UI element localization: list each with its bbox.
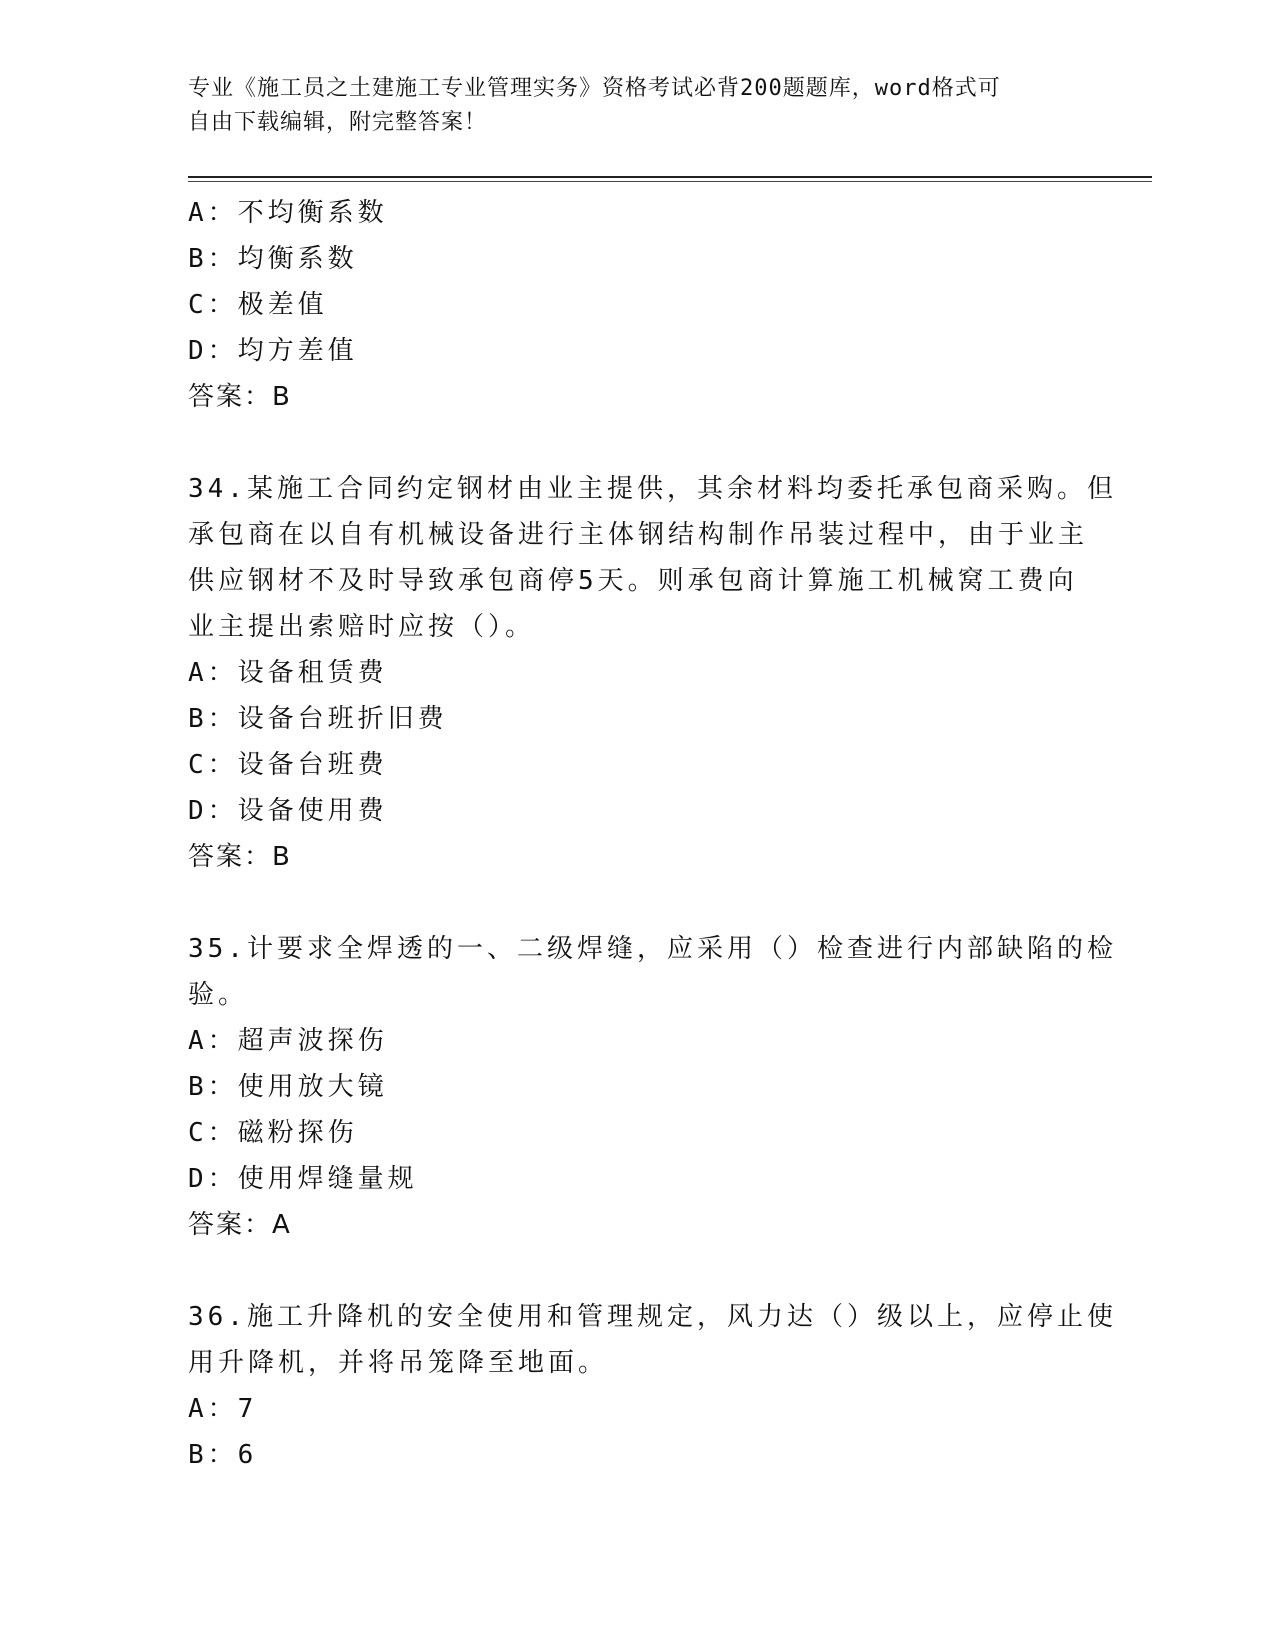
question-text-line: 34.某施工合同约定钢材由业主提供，其余材料均委托承包商采购。但 [188,474,1117,504]
question-text-line: 35.计要求全焊透的一、二级焊缝，应采用（）检查进行内部缺陷的检 [188,934,1117,964]
option-c: C：磁粉探伤 [188,1118,358,1148]
question-text-line: 用升降机，并将吊笼降至地面。 [188,1348,609,1378]
question-33 [188,190,1088,420]
header-divider-thin [188,181,1152,182]
spacer [188,1248,1088,1294]
question-text-line: 36.施工升降机的安全使用和管理规定，风力达（）级以上，应停止使 [188,1302,1117,1332]
option-b: B：设备台班折旧费 [188,704,448,734]
question-34 [188,466,1117,880]
option-c: C：极差值 [188,290,328,320]
question-text-line: 承包商在以自有机械设备进行主体钢结构制作吊装过程中，由于业主 [188,520,1089,550]
option-d: D：均方差值 [188,336,358,366]
question-36 [188,1294,1117,1478]
option-b: B：6 [188,1440,258,1470]
header-line-1: 专业《施工员之土建施工专业管理实务》资格考试必背200题题库，word格式可 [188,76,1001,101]
question-text-line: 验。 [188,980,249,1010]
option-a: A：超声波探伤 [188,1026,388,1056]
option-a: A：7 [188,1394,258,1424]
option-d: D：设备使用费 [188,796,388,826]
option-c: C：设备台班费 [188,750,388,780]
option-a: A：设备租赁费 [188,658,388,688]
question-text-line: 业主提出索赔时应按（）。 [188,612,536,642]
header-divider [188,176,1152,178]
option-d: D：使用焊缝量规 [188,1164,418,1194]
question-text-line: 供应钢材不及时导致承包商停5天。则承包商计算施工机械窝工费向 [188,566,1078,596]
answer: 答案：B [188,382,292,412]
option-b: B：均衡系数 [188,244,358,274]
question-35 [188,926,1117,1248]
option-b: B：使用放大镜 [188,1072,388,1102]
header-line-2: 自由下载编辑，附完整答案！ [188,110,488,135]
document-header [188,72,1068,140]
spacer [188,880,1088,926]
option-a: A：不均衡系数 [188,198,388,228]
question-content [188,190,1117,1478]
answer: 答案：A [188,1210,292,1240]
spacer [188,420,1088,466]
answer: 答案：B [188,842,292,872]
